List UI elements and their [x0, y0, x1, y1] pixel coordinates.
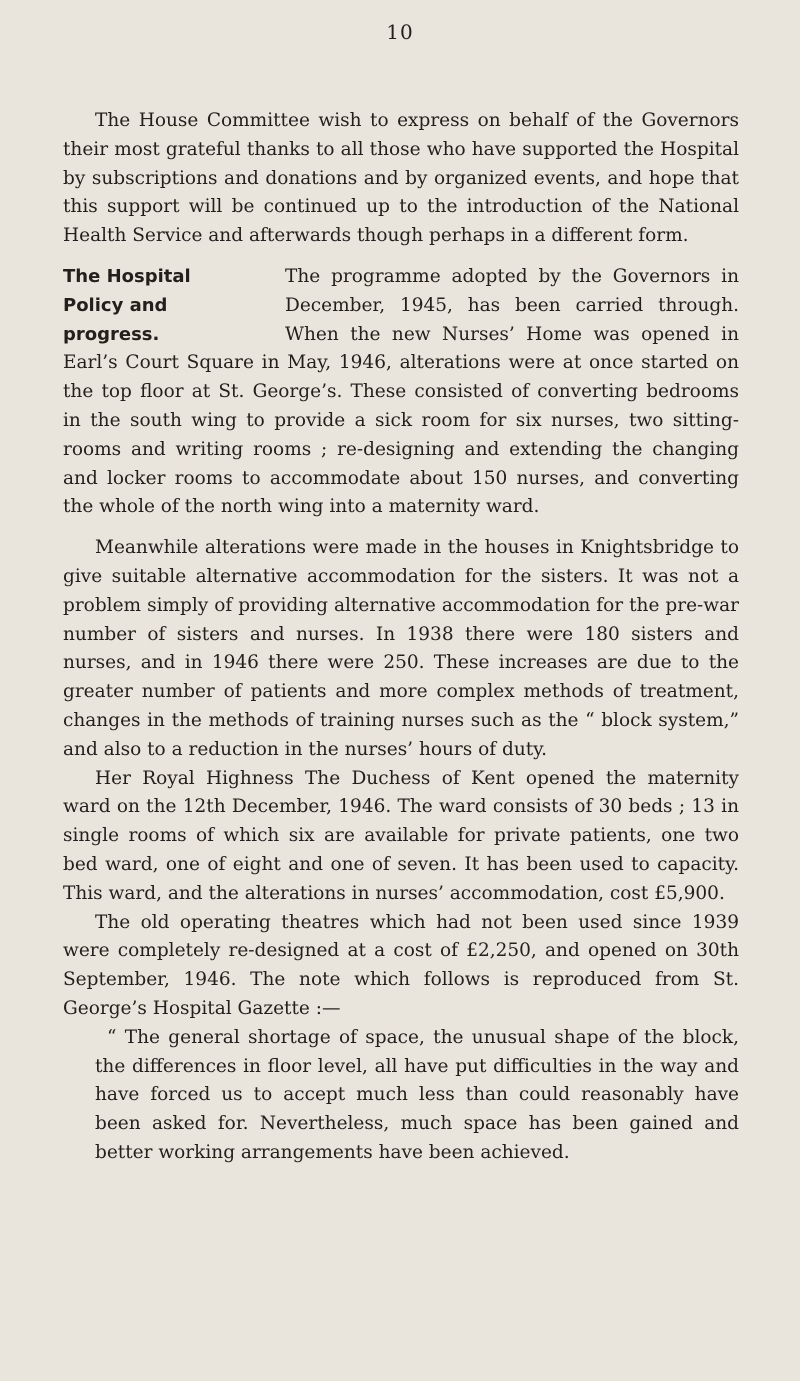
side-heading-line-3: progress.	[63, 323, 160, 345]
side-heading-line-1: The Hospital	[63, 265, 191, 287]
paragraph-operating-theatres: The old operating theatres which had not been used since 1939 were completely re-designed at a cost of £2,250, and opened on 30th September, 1946. The note which follows is reproduced from St. George’s Hospital Gazette :—	[63, 911, 739, 1019]
paragraph-maternity-ward: Her Royal Highness The Duchess of Kent opened the maternity ward on the 12th December, 1946. The ward consists of 30 beds ; 13 in single rooms of which six are available for private patients, one two bed ward, one of eight and one of seven. It has been used to capacity. This ward, and the alterations in nurses’ accommodation, cost £5,900.	[63, 767, 739, 904]
gazette-quote	[63, 1024, 739, 1168]
page-number: 10	[386, 20, 414, 44]
quote-text: “ The general shortage of space, the unusual shape of the block, the differences in floor level, all have put difficulties in the way and have forced us to accept much less than could reasonably have been asked for. Nevertheless, much space has been gained and better working arrangements have been achieved.	[95, 1026, 739, 1163]
paragraph-programme: The programme adopted by the Governors in December, 1945, has been carried through. When the new Nurses’ Home was opened in Earl’s Court Square in May, 1946, alterations were at once started on the top floor at St. George’s. These consisted of converting bedrooms in the south wing to provide a sick room for six nurses, two sitting-rooms and writing rooms ; re-designing and extending the changing and locker rooms to accommodate about 150 nurses, and converting the whole of the north wing into a maternity ward.	[63, 265, 739, 518]
paragraph-thanks: The House Committee wish to express on behalf of the Governors their most grateful thanks to all those who have supported the Hospital by subscriptions and donations and by organized events, and hope that this support will be continued up to the introduction of the National Health Service and afterwards though perhaps in a different form.	[63, 110, 739, 247]
body-text	[63, 107, 739, 1168]
section-hospital-policy	[63, 263, 739, 522]
paragraph-knightsbridge: Meanwhile alterations were made in the houses in Knightsbridge to give suitable alternative accommodation for the sisters. It was not a problem simply of providing alternative accommodation for the pre-war number of sisters and nurses. In 1938 there were 180 sisters and nurses, and in 1946 there were 250. These increases are due to the greater number of patients and more complex methods of treatment, changes in the methods of training nurses such as the “ block system,” and also to a reduction in the nurses’ hours of duty.	[63, 537, 739, 760]
side-heading-line-2: Policy and	[63, 294, 168, 316]
side-heading	[63, 263, 279, 349]
